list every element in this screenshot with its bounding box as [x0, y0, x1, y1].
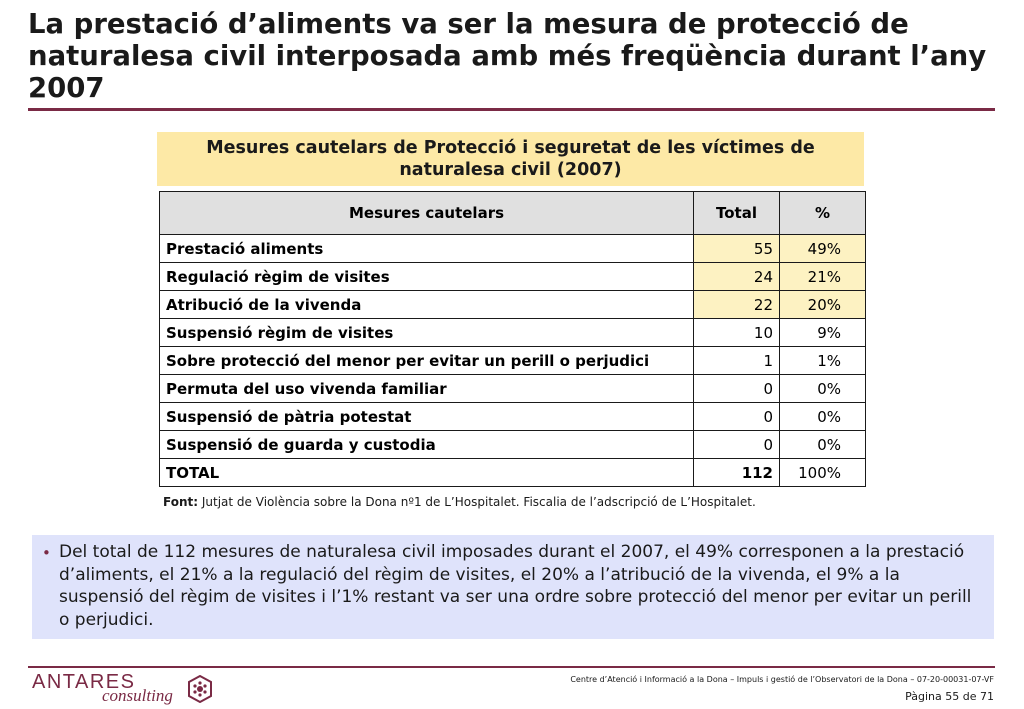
total-value: 112 [694, 459, 780, 487]
row-percent: 0% [780, 403, 866, 431]
source-text: Jutjat de Violència sobre la Dona nº1 de L’Hospitalet. Fiscalia de l’adscripció de L’Hospitalet. [201, 495, 756, 509]
row-total: 0 [694, 431, 780, 459]
row-percent: 0% [780, 375, 866, 403]
row-label: Suspensió de pàtria potestat [160, 403, 694, 431]
column-header-total: Total [694, 192, 780, 235]
summary-text: Del total de 112 mesures de naturalesa civil imposades durant el 2007, el 49% corresponen a la prestació d’aliments, el 21% a la regulació del règim de visites, el 20% a l’atribució de la vivenda, el 9% a la suspensió del règim de visites i l’1% restant va ser una ordre sobre protecció del menor per evitar un perill o perjudici. [59, 542, 972, 630]
table-row [160, 235, 866, 263]
row-label: Prestació aliments [160, 235, 694, 263]
table-row [160, 375, 866, 403]
table-header-row [160, 192, 866, 235]
row-total: 0 [694, 403, 780, 431]
table-caption [157, 132, 864, 186]
logo-name: ANTARES [32, 671, 136, 693]
table-row [160, 263, 866, 291]
row-percent: 0% [780, 431, 866, 459]
row-total: 22 [694, 291, 780, 319]
row-label: Sobre protecció del menor per evitar un perill o perjudici [160, 347, 694, 375]
table-row [160, 431, 866, 459]
column-header-percent: % [780, 192, 866, 235]
table-caption-line2: naturalesa civil (2007) [399, 160, 622, 180]
title-divider [28, 108, 995, 111]
antares-logo-icon [187, 675, 213, 703]
table-row [160, 319, 866, 347]
measures-table [159, 191, 866, 487]
table-total-row [160, 459, 866, 487]
row-percent: 1% [780, 347, 866, 375]
source-label: Font: [163, 495, 199, 509]
table-row [160, 403, 866, 431]
bullet-icon: • [42, 544, 51, 562]
total-label: TOTAL [160, 459, 694, 487]
row-percent: 49% [780, 235, 866, 263]
page-number: Pàgina 55 de 71 [905, 690, 994, 703]
row-percent: 20% [780, 291, 866, 319]
column-header-measures: Mesures cautelars [160, 192, 694, 235]
row-total: 24 [694, 263, 780, 291]
row-percent: 9% [780, 319, 866, 347]
source-note [163, 495, 756, 509]
total-percent: 100% [780, 459, 866, 487]
row-label: Suspensió de guarda y custodia [160, 431, 694, 459]
summary-box [32, 535, 994, 639]
table-row [160, 347, 866, 375]
row-label: Suspensió règim de visites [160, 319, 694, 347]
footer-divider [28, 666, 995, 668]
row-percent: 21% [780, 263, 866, 291]
row-total: 10 [694, 319, 780, 347]
row-total: 55 [694, 235, 780, 263]
page-title: La prestació d’aliments va ser la mesura de protecció de naturalesa civil interposada amb més freqüència durant l’any 2007 [28, 8, 987, 104]
row-label: Atribució de la vivenda [160, 291, 694, 319]
row-label: Permuta del uso vivenda familiar [160, 375, 694, 403]
footer-document-line: Centre d’Atenció i Informació a la Dona – Impuls i gestió de l’Observatori de la Dona – 07-20-00031-07-VF [570, 675, 994, 684]
row-total: 1 [694, 347, 780, 375]
logo-subtitle: consulting [102, 686, 173, 705]
row-total: 0 [694, 375, 780, 403]
table-row [160, 291, 866, 319]
row-label: Regulació règim de visites [160, 263, 694, 291]
table-caption-line1: Mesures cautelars de Protecció i seguretat de les víctimes de [206, 138, 815, 158]
